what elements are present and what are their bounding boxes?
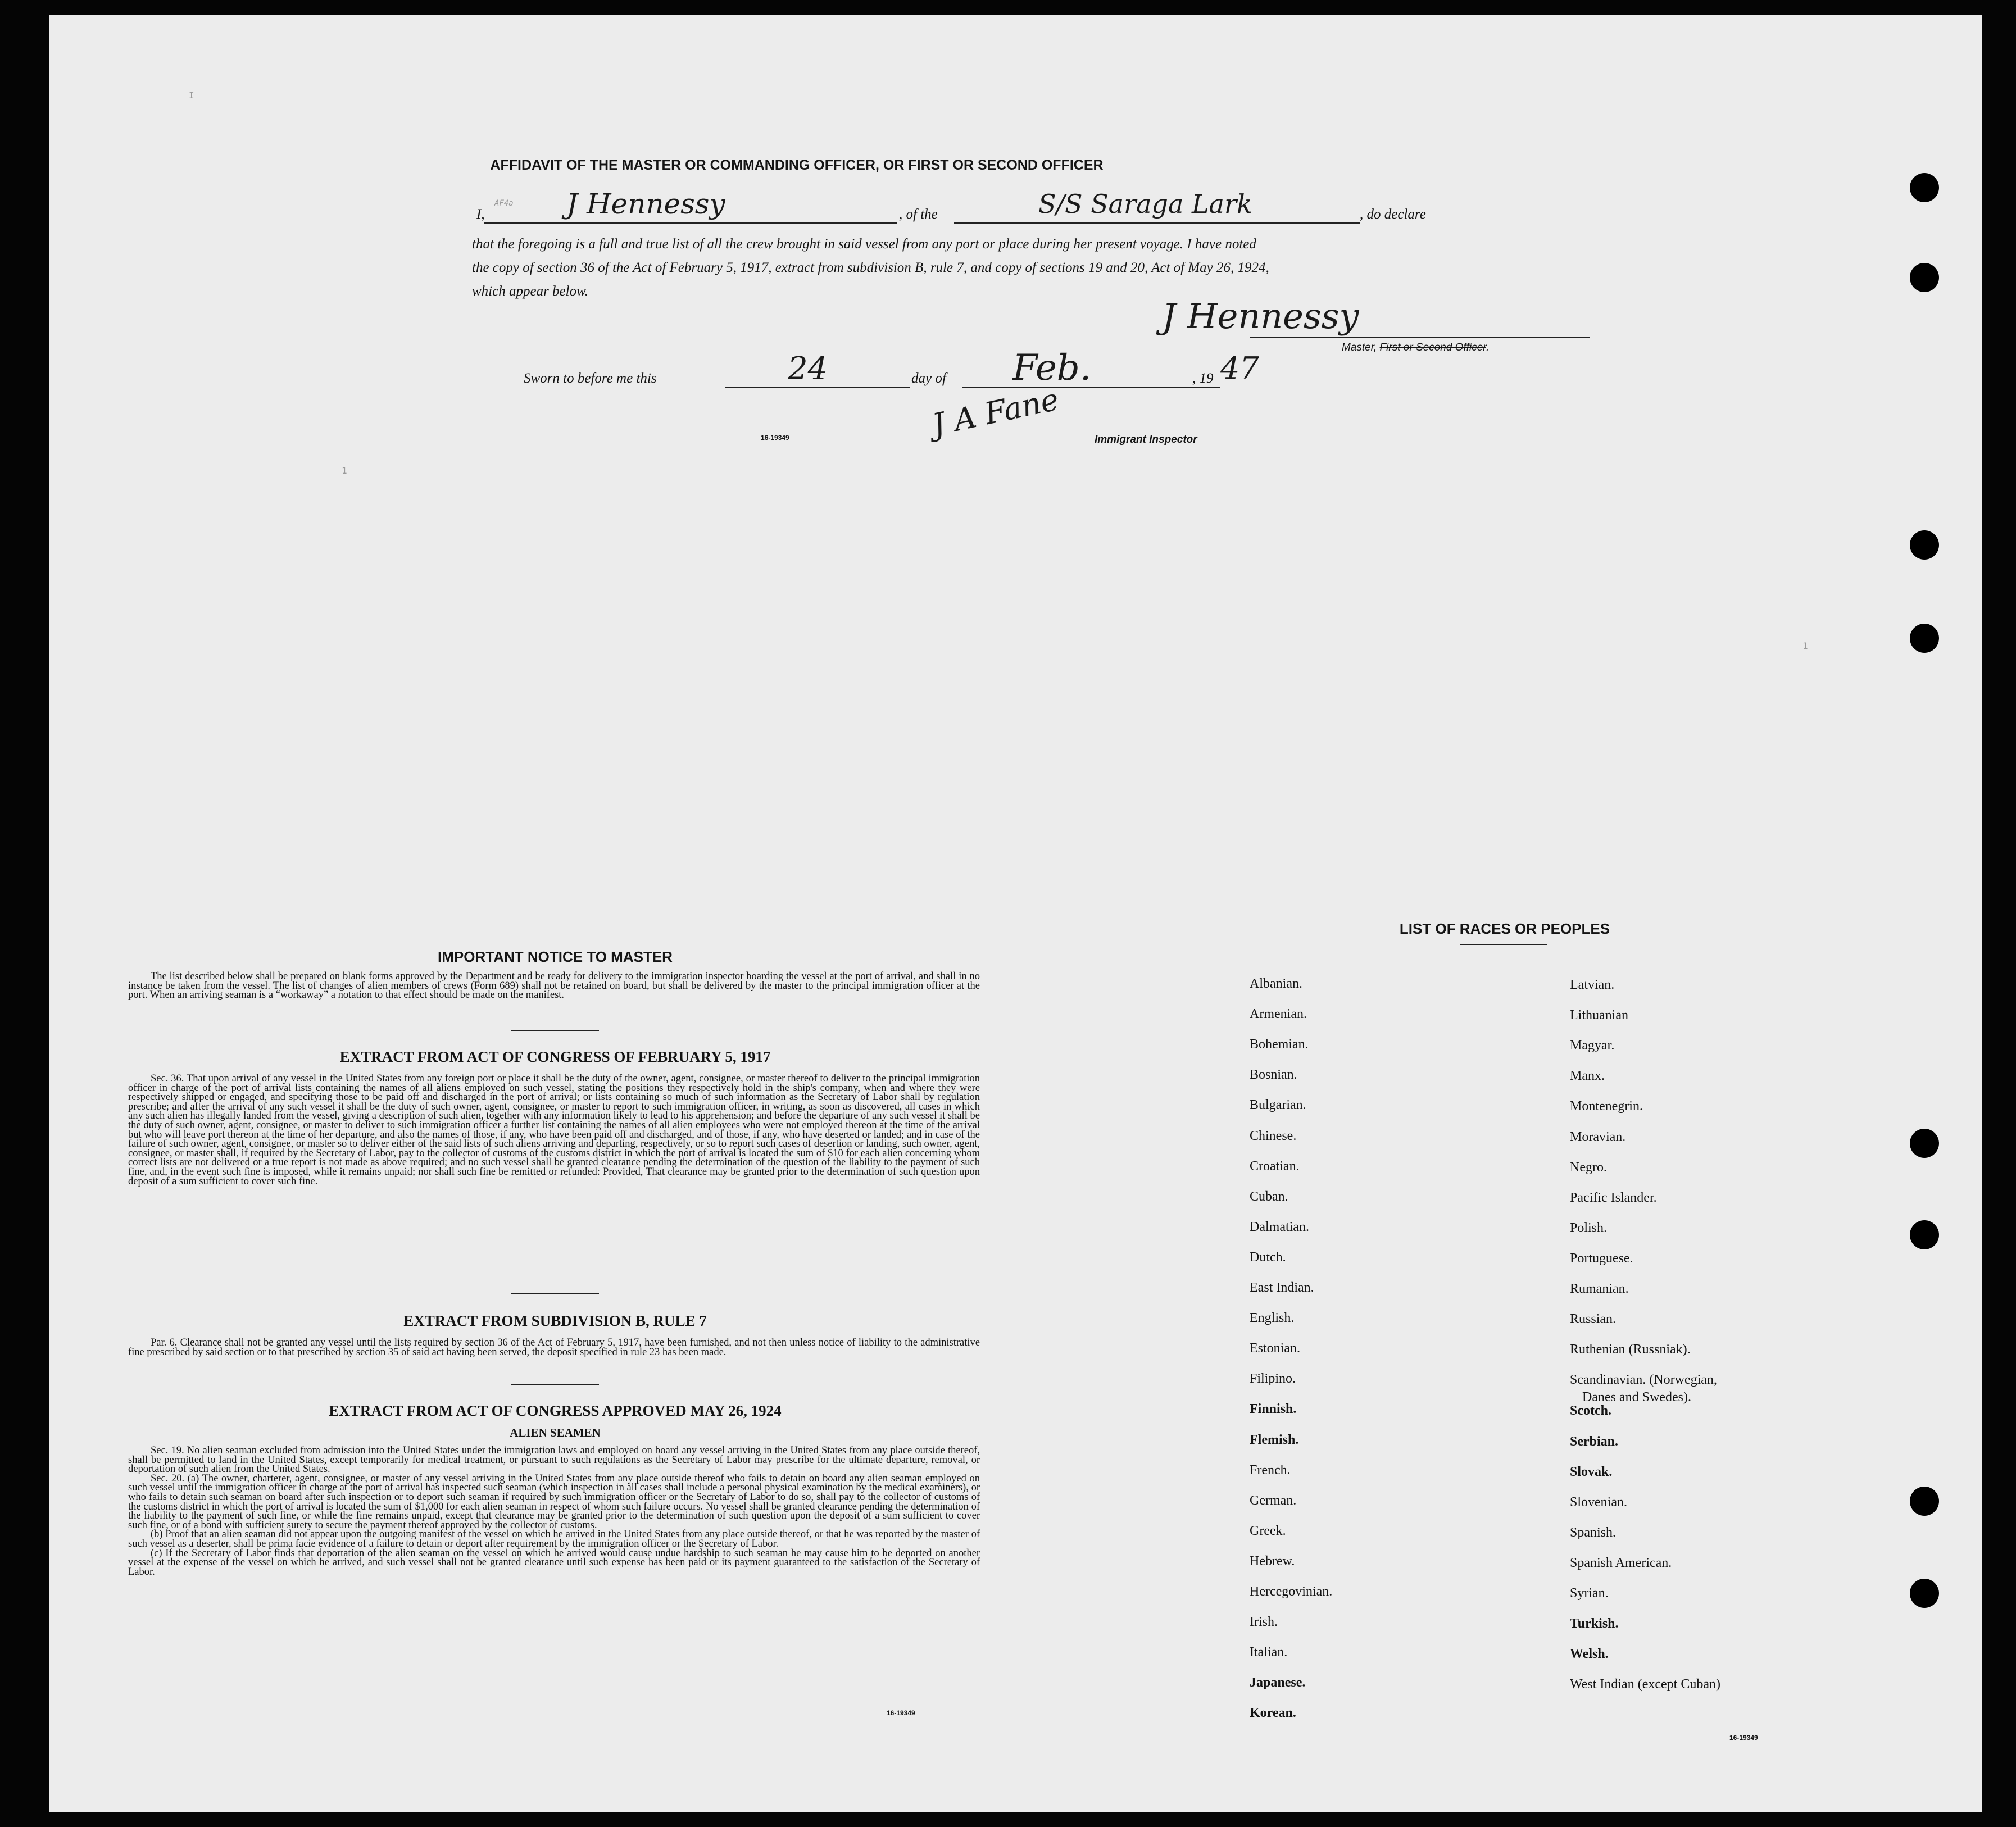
race-item-right-15: Serbian. [1570,1434,1619,1449]
form-number: 16-19349 [1729,1734,1758,1742]
races-title-underline [1460,944,1547,945]
race-item-right-3: Manx. [1570,1069,1605,1084]
notice-title: IMPORTANT NOTICE TO MASTER [438,948,673,965]
race-item-right-8: Polish. [1570,1220,1608,1235]
race-item-right-2: Magyar. [1570,1038,1615,1053]
race-item-left-4: Bulgarian. [1250,1098,1306,1113]
section-20c-paragraph: (c) If the Secretary of Labor finds that deportation of the alien seaman on the vessel on which he arrived would cause undue hardship to such seaman he may cause him to be deported on another vessel at the expense of the vessel on which he arrived, and such vessel shall not be granted clearance until such expense has been paid or its payment guaranteed to the satisfaction of the Secretary of Labor. [128,1547,980,1578]
affidavit-text-line: the copy of section 36 of the Act of February 5, 1917, extract from subdivision B, rule 7, and copy of sections 19 and 20, Act of May 26, 1924, [472,260,1269,275]
declarant-name-line [484,222,897,224]
punch-hole [1910,1579,1939,1608]
bleed-through-mark: I [189,90,194,101]
race-item-right-21: Turkish. [1570,1616,1619,1631]
punch-hole [1910,173,1939,202]
punch-hole [1910,1129,1939,1158]
rule-7-text [128,1338,980,1357]
race-item-right-7: Pacific Islander. [1570,1190,1657,1205]
race-item-left-12: Estonian. [1250,1341,1300,1356]
section-20a-paragraph: Sec. 20. (a) The owner, charterer, agent, consignee, or master of any vessel arriving in the United States from any place outside thereof who fails to detain on board any alien seaman employed on such vessel until the immigration officer in charge at the port of arrival has inspected such seaman (which inspection in all cases shall include a personal physical examination by the medical examiners), or who fails to detain such seaman on board after such inspection or to deport such seaman if required by such immigration officer or the Secretary of Labor to do so, shall pay to the collector of customs of the customs district in which the port of arrival is located the sum of $1,000 for each alien seaman in respect of whom such failure occurs. No vessel shall be granted clearance pending the determination of the liability to the payment of such fine, or while the fine remains unpaid, except that clearance may be granted prior to the determination of such question upon the deposit of a sum sufficient to cover such fine, or of a bond with sufficient surety to secure the payment thereof approved by the collector of customs. [128,1472,980,1531]
stamp-mark: AF4a [494,199,514,208]
rule-7-title: EXTRACT FROM SUBDIVISION B, RULE 7 [403,1312,707,1329]
form-number: 16-19349 [887,1709,915,1717]
race-item-right-17: Slovenian. [1570,1494,1627,1510]
of-the-label: , of the [899,207,938,222]
race-item-left-3: Bosnian. [1250,1067,1297,1083]
punch-hole [1910,624,1939,653]
bleed-through-mark: 1 [342,465,347,476]
race-item-left-19: Hebrew. [1250,1553,1295,1569]
extract-1917-title: EXTRACT FROM ACT OF CONGRESS OF FEBRUARY 5, 1917 [339,1048,771,1065]
race-item-left-21: Irish. [1250,1615,1278,1630]
race-item-right-5: Moravian. [1570,1129,1626,1144]
race-item-left-11: English. [1250,1311,1295,1326]
race-item-left-22: Italian. [1250,1645,1288,1660]
bleed-through-mark: 1 [1802,640,1808,651]
document-page [49,15,1982,1812]
inspector-label: Immigrant Inspector [1095,434,1197,446]
i-label: I, [476,207,485,222]
race-item-right-16: Slovak. [1570,1464,1613,1479]
punch-hole [1910,1220,1939,1249]
declarant-line [476,188,1600,229]
form-number: 16-19349 [761,434,789,442]
vessel-line [954,222,1360,224]
section-divider [511,1293,599,1294]
vessel-name-handwritten: S/S Saraga Lark [1038,189,1252,219]
race-item-left-6: Croatian. [1250,1158,1300,1174]
race-item-right-1: Lithuanian [1570,1008,1628,1023]
sworn-line [524,347,1310,396]
affidavit-text-line: which appear below. [472,284,589,299]
alien-seamen-subtitle: ALIEN SEAMEN [510,1426,601,1439]
affidavit-title: AFFIDAVIT OF THE MASTER OR COMMANDING OFFICER, OR FIRST OR SECOND OFFICER [490,157,1104,173]
race-item-left-18: Greek. [1250,1523,1286,1538]
master-signature: J Hennessy [1162,296,1359,337]
struck-officer-label: First or Second Officer [1379,342,1486,353]
affidavit-text [472,233,1590,303]
race-item-left-15: Flemish. [1250,1432,1299,1447]
race-item-right-6: Negro. [1570,1160,1607,1175]
race-item-left-5: Chinese. [1250,1128,1297,1143]
race-item-right-10: Rumanian. [1570,1281,1629,1296]
affidavit-text-line: that the foregoing is a full and true list of all the crew brought in said vessel from any port or place during her present voyage. I have noted [472,237,1256,252]
extract-1924-title: EXTRACT FROM ACT OF CONGRESS APPROVED MAY 26, 1924 [329,1402,782,1419]
race-item-left-20: Hercegovinian. [1250,1584,1333,1599]
race-item-right-4: Montenegrin. [1570,1099,1643,1114]
race-item-right-14: Scotch. [1570,1403,1611,1419]
race-item-left-10: East Indian. [1250,1280,1314,1295]
race-item-left-2: Bohemian. [1250,1037,1309,1052]
race-item-right-23: West Indian (except Cuban) [1570,1677,1720,1692]
race-item-left-1: Armenian. [1250,1007,1307,1022]
day-of-label: day of [911,371,946,386]
race-item-right-12: Ruthenian (Russniak). [1570,1342,1691,1357]
race-item-left-17: German. [1250,1493,1297,1508]
race-item-left-14: Finnish. [1250,1402,1297,1417]
declarant-name-handwritten: J Hennessy [566,188,725,220]
section-divider [511,1384,599,1385]
master-signature-line [1250,337,1590,338]
master-label: Master, First or Second Officer. [1342,342,1490,353]
section-20b-paragraph: (b) Proof that an alien seaman did not appear upon the outgoing manifest of the vessel on which he arrived in the United States from any place outside thereof, or that he was reported by the master of such vessel as a deserter, shall be prima facie evidence of a failure to detain or deport after requirement by the immigration officer or the Secretary of Labor. [128,1529,980,1549]
year-prefix: , 19 [1192,371,1214,386]
race-item-right-20: Syrian. [1570,1586,1609,1601]
race-item-right-11: Russian. [1570,1312,1617,1327]
race-item-left-7: Cuban. [1250,1189,1288,1204]
do-declare-label: , do declare [1360,207,1426,222]
race-item-left-23: Japanese. [1250,1675,1306,1690]
race-item-left-16: French. [1250,1462,1291,1478]
race-item-left-24: Korean. [1250,1706,1296,1721]
inspector-signature: J A Fane [929,381,1062,443]
race-item-right-19: Spanish American. [1570,1555,1672,1570]
notice-paragraph: The list described below shall be prepared on blank forms approved by the Department and be ready for delivery to the immigration inspector boarding the vessel at the port of arrival, and shall in no instance be taken from the vessel. The list of changes of alien members of crews (Form 689) shall not be retained on board, but shall be delivered by the master to the principal immigration officer at the port. When an arriving seaman is a “workaway” a notation to that effect should be made on the manifest. [128,971,980,1001]
sworn-label: Sworn to before me this [524,371,657,386]
extract-1917-text [128,1074,980,1186]
race-item-scandinavian-continued: Danes and Swedes). [1582,1390,1691,1405]
race-item-right-13: Scandinavian. (Norwegian, [1570,1372,1717,1388]
races-title: LIST OF RACES OR PEOPLES [1399,920,1610,937]
section-divider [511,1030,599,1031]
section-19-paragraph: Sec. 19. No alien seaman excluded from admission into the United States under the immigration laws and employed on board any vessel arriving in the United States from any place outside thereof, shall be permitted to land in the United States, except temporarily for medical treatment, or pursuant to such regulations as the Secretary of Labor may prescribe for the ultimate departure, removal, or deportation of such alien from the United States. [128,1445,980,1475]
race-item-left-0: Albanian. [1250,976,1302,991]
section-36-paragraph: Sec. 36. That upon arrival of any vessel in the United States from any foreign port or place it shall be the duty of the owner, agent, consignee, or master thereof to deliver to the principal immigration officer in charge of the port of arrival lists containing the names of all aliens employed on such vessel, stating the positions they respectively hold in the ship's company, when and where they were respectively shipped or engaged, and specifying those to be paid off and discharged in the port of arrival; or lists containing so much of such information as the Secretary of Labor shall by regulation prescribe; and after the arrival of any such vessel it shall be the duty of such owner, agent, consignee, or master to report to such immigration officer, in writing, as soon as discovered, all cases in which any such alien has illegally landed from the vessel, giving a description of such alien, together with any information likely to lead to his apprehension; and before the departure of any such vessel it shall be the duty of such owner, agent, consignee, or master to deliver to such immigration officer a further list containing the names of all alien employees who were not employed thereon at the time of the arrival but who will leave port thereon at the time of her departure, and also the names of those, if any, who have been paid off and discharged, and of those, if any, who have deserted or landed; and in case of the failure of such owner, agent, consignee, or master so to deliver either of the said lists of such aliens arriving and departing, respectively, or so to report such cases of desertion or landing, such owner, agent, consignee, or master shall, if required by the Secretary of Labor, pay to the collector of customs of the customs district in which the port of arrival is located the sum of $10 for each alien concerning whom correct lists are not delivered or a true report is not made as above required; and no such vessel shall be granted clearance pending the determination of the question of the liability to the payment of such fine, and, in the event such fine is imposed, while it remains unpaid; nor shall such fine be remitted or refunded: Provided, That clearance may be granted prior to the determination of such question upon deposit of a sum sufficient to cover such fine. [128,1073,980,1187]
race-item-right-9: Portuguese. [1570,1251,1633,1266]
punch-hole [1910,263,1939,292]
day-handwritten: 24 [788,351,828,387]
punch-hole [1910,530,1939,560]
month-handwritten: Feb. [1012,347,1092,389]
race-item-right-22: Welsh. [1570,1647,1609,1662]
race-item-left-9: Dutch. [1250,1249,1286,1265]
race-item-right-0: Latvian. [1570,978,1615,992]
race-item-left-13: Filipino. [1250,1371,1296,1387]
punch-hole [1910,1487,1939,1516]
notice-text [128,972,980,1000]
race-item-right-18: Spanish. [1570,1525,1617,1540]
extract-1924-text [128,1446,980,1576]
rule-7-paragraph: Par. 6. Clearance shall not be granted any vessel until the lists required by section 36 of the Act of February 5, 1917, have been furnished, and not then unless notice of liability to the administrative fine prescribed by said section or to that prescribed by section 35 of said act having been served, the deposit specified in rule 23 has been made. [128,1337,980,1358]
race-item-left-8: Dalmatian. [1250,1219,1309,1234]
year-handwritten: 47 [1220,351,1259,386]
